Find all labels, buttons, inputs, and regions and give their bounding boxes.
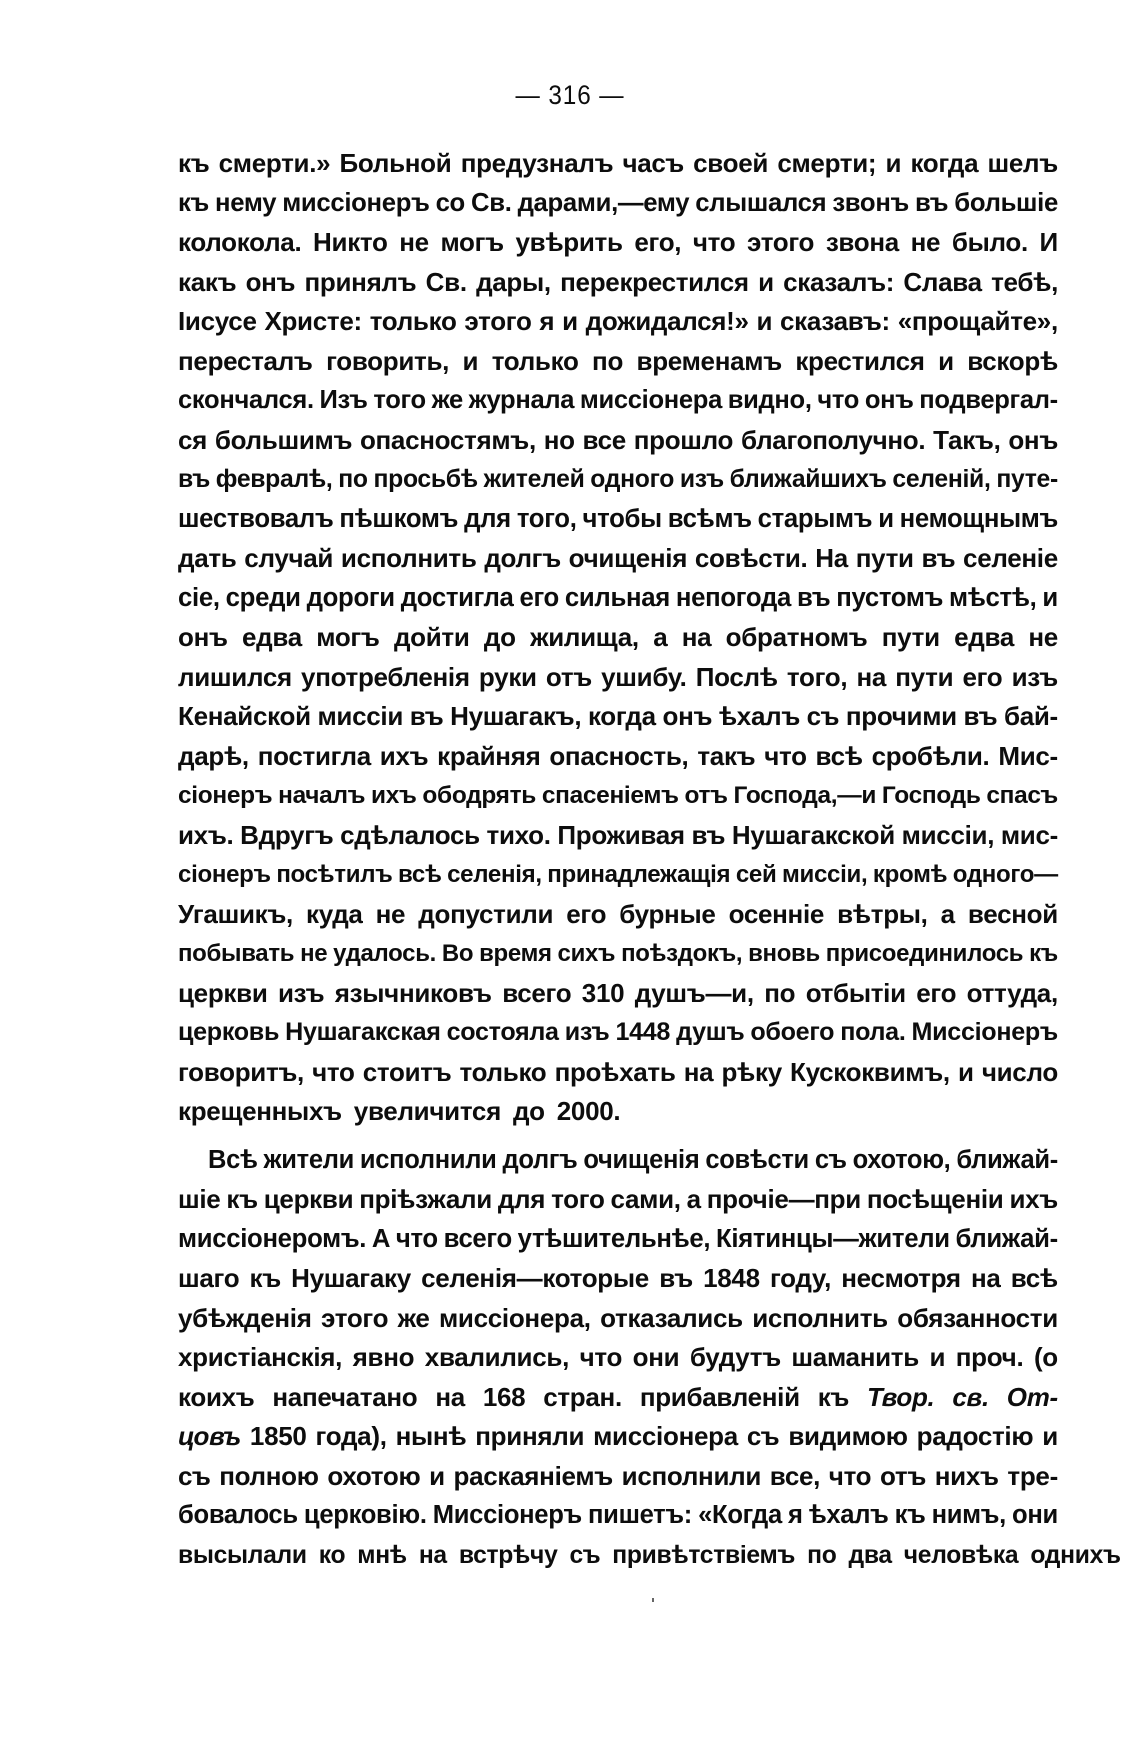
text-line: шествовалъ пѣшкомъ для того, чтобы всѣмъ старымъ и немощнымъ — [178, 504, 1058, 533]
text-line: миссіонеромъ. А что всего утѣшительнѣе, Кіятинцы—жители ближай- — [178, 1224, 1058, 1253]
text-line: ихъ. Вдругъ сдѣлалось тихо. Проживая въ Нушагакской миссіи, мис- — [178, 819, 1058, 850]
text-line: убѣжденія этого же миссіонера, отказались исполнить обязанности — [178, 1302, 1058, 1333]
text-line: Кенайской миссіи въ Нушагакъ, когда онъ ѣхалъ съ прочими въ бай- — [178, 701, 1058, 731]
text-line: высылали ко мнѣ на встрѣчу съ привѣтствіемъ по два человѣка однихъ — [178, 1541, 1121, 1569]
page-number: — 316 — — [515, 80, 625, 110]
text-line: дать случай исполнить долгъ очищенія совѣсти. На пути въ селеніе — [178, 543, 1058, 573]
text-line: лишился употребленія руки отъ ушибу. Послѣ того, на пути его изъ — [178, 661, 1058, 692]
text-line: какъ онъ принялъ Св. дары, перекрестился и сказалъ: Слава тебѣ, — [178, 266, 1058, 297]
paragraph-2 — [178, 1141, 1121, 1576]
text-line: христіанскія, явно хвалились, что они будутъ шаманить и проч. (о — [178, 1342, 1058, 1372]
text-line: шаго къ Нушагаку селенія—которые въ 1848 году, несмотря на всѣ — [178, 1263, 1058, 1293]
text-line: ся большимъ опасностямъ, но все прошло благополучно. Такъ, онъ — [178, 424, 1058, 455]
text-line: Іисусе Христе: только этого я и дожидался!» и сказавъ: «прощайте», — [178, 306, 1058, 336]
text-line: сіонеръ посѣтилъ всѣ селенія, принадлежащія сей миссіи, кромѣ одного— — [178, 861, 1058, 888]
text-line: побывать не удалось. Во время сихъ поѣздокъ, вновь присоединилось къ — [178, 940, 1058, 967]
print-speck — [652, 1598, 654, 1602]
text-line: онъ едва могъ дойти до жилища, а на обратномъ пути едва не — [178, 622, 1058, 652]
text-line: коихъ напечатано на 168 стран. прибавленій къ Твор. св. От- — [178, 1381, 1058, 1412]
text-line: къ смерти.» Больной предузналъ часъ своей смерти; и когда шелъ — [178, 148, 1058, 178]
text-line: сіе, среди дороги достигла его сильная непогода въ пустомъ мѣстѣ, и — [178, 583, 1058, 612]
text-line: церковь Нушагакская состояла изъ 1448 душъ обоего пола. Миссіонеръ — [178, 1018, 1058, 1046]
text-line: шіе къ церкви пріѣзжали для того сами, а прочіе—при посѣщеніи ихъ — [178, 1184, 1058, 1214]
text-line: съ полною охотою и раскаяніемъ исполнили все, что отъ нихъ тре- — [178, 1460, 1058, 1491]
text-line: дарѣ, постигла ихъ крайняя опасность, такъ что всѣ сробѣли. Мис- — [178, 740, 1058, 771]
text-line: цовъ 1850 года), нынѣ приняли миссіонера съ видимою радостію и — [178, 1421, 1058, 1451]
text-line: церкви изъ язычниковъ всего 310 душъ—и, по отбытіи его оттуда, — [178, 977, 1058, 1008]
text-line: Угашикъ, куда не допустили его бурные осенніе вѣтры, а весной — [178, 898, 1058, 929]
text-line: скончался. Изъ того же журнала миссіонера видно, что онъ подвергал- — [178, 386, 1058, 414]
paragraph-1 — [178, 144, 1058, 1132]
text-line: въ февралѣ, по просьбѣ жителей одного изъ ближайшихъ селеній, путе- — [178, 466, 1058, 493]
text-line: колокола. Никто не могъ увѣрить его, что этого звона не было. И — [178, 227, 1058, 257]
text-line: говоритъ, что стоитъ только проѣхать на рѣку Кускоквимъ, и число — [178, 1056, 1058, 1087]
text-line: пересталъ говорить, и только по временамъ крестился и вскорѣ — [178, 345, 1058, 376]
text-line: къ нему миссіонеръ со Св. дарами,—ему слышался звонъ въ большіе — [178, 188, 1058, 217]
text-line: крещенныхъ увеличится до 2000. — [178, 1096, 621, 1126]
text-line: сіонеръ началъ ихъ ободрять спасеніемъ отъ Господа,—и Господь спасъ — [178, 782, 1058, 809]
body-text — [178, 144, 1121, 1575]
text-line: Всѣ жители исполнили долгъ очищенія совѣсти съ охотою, ближай- — [208, 1145, 1058, 1174]
text-line: бовалось церковію. Миссіонеръ пишетъ: «Когда я ѣхалъ къ нимъ, они — [178, 1501, 1058, 1529]
